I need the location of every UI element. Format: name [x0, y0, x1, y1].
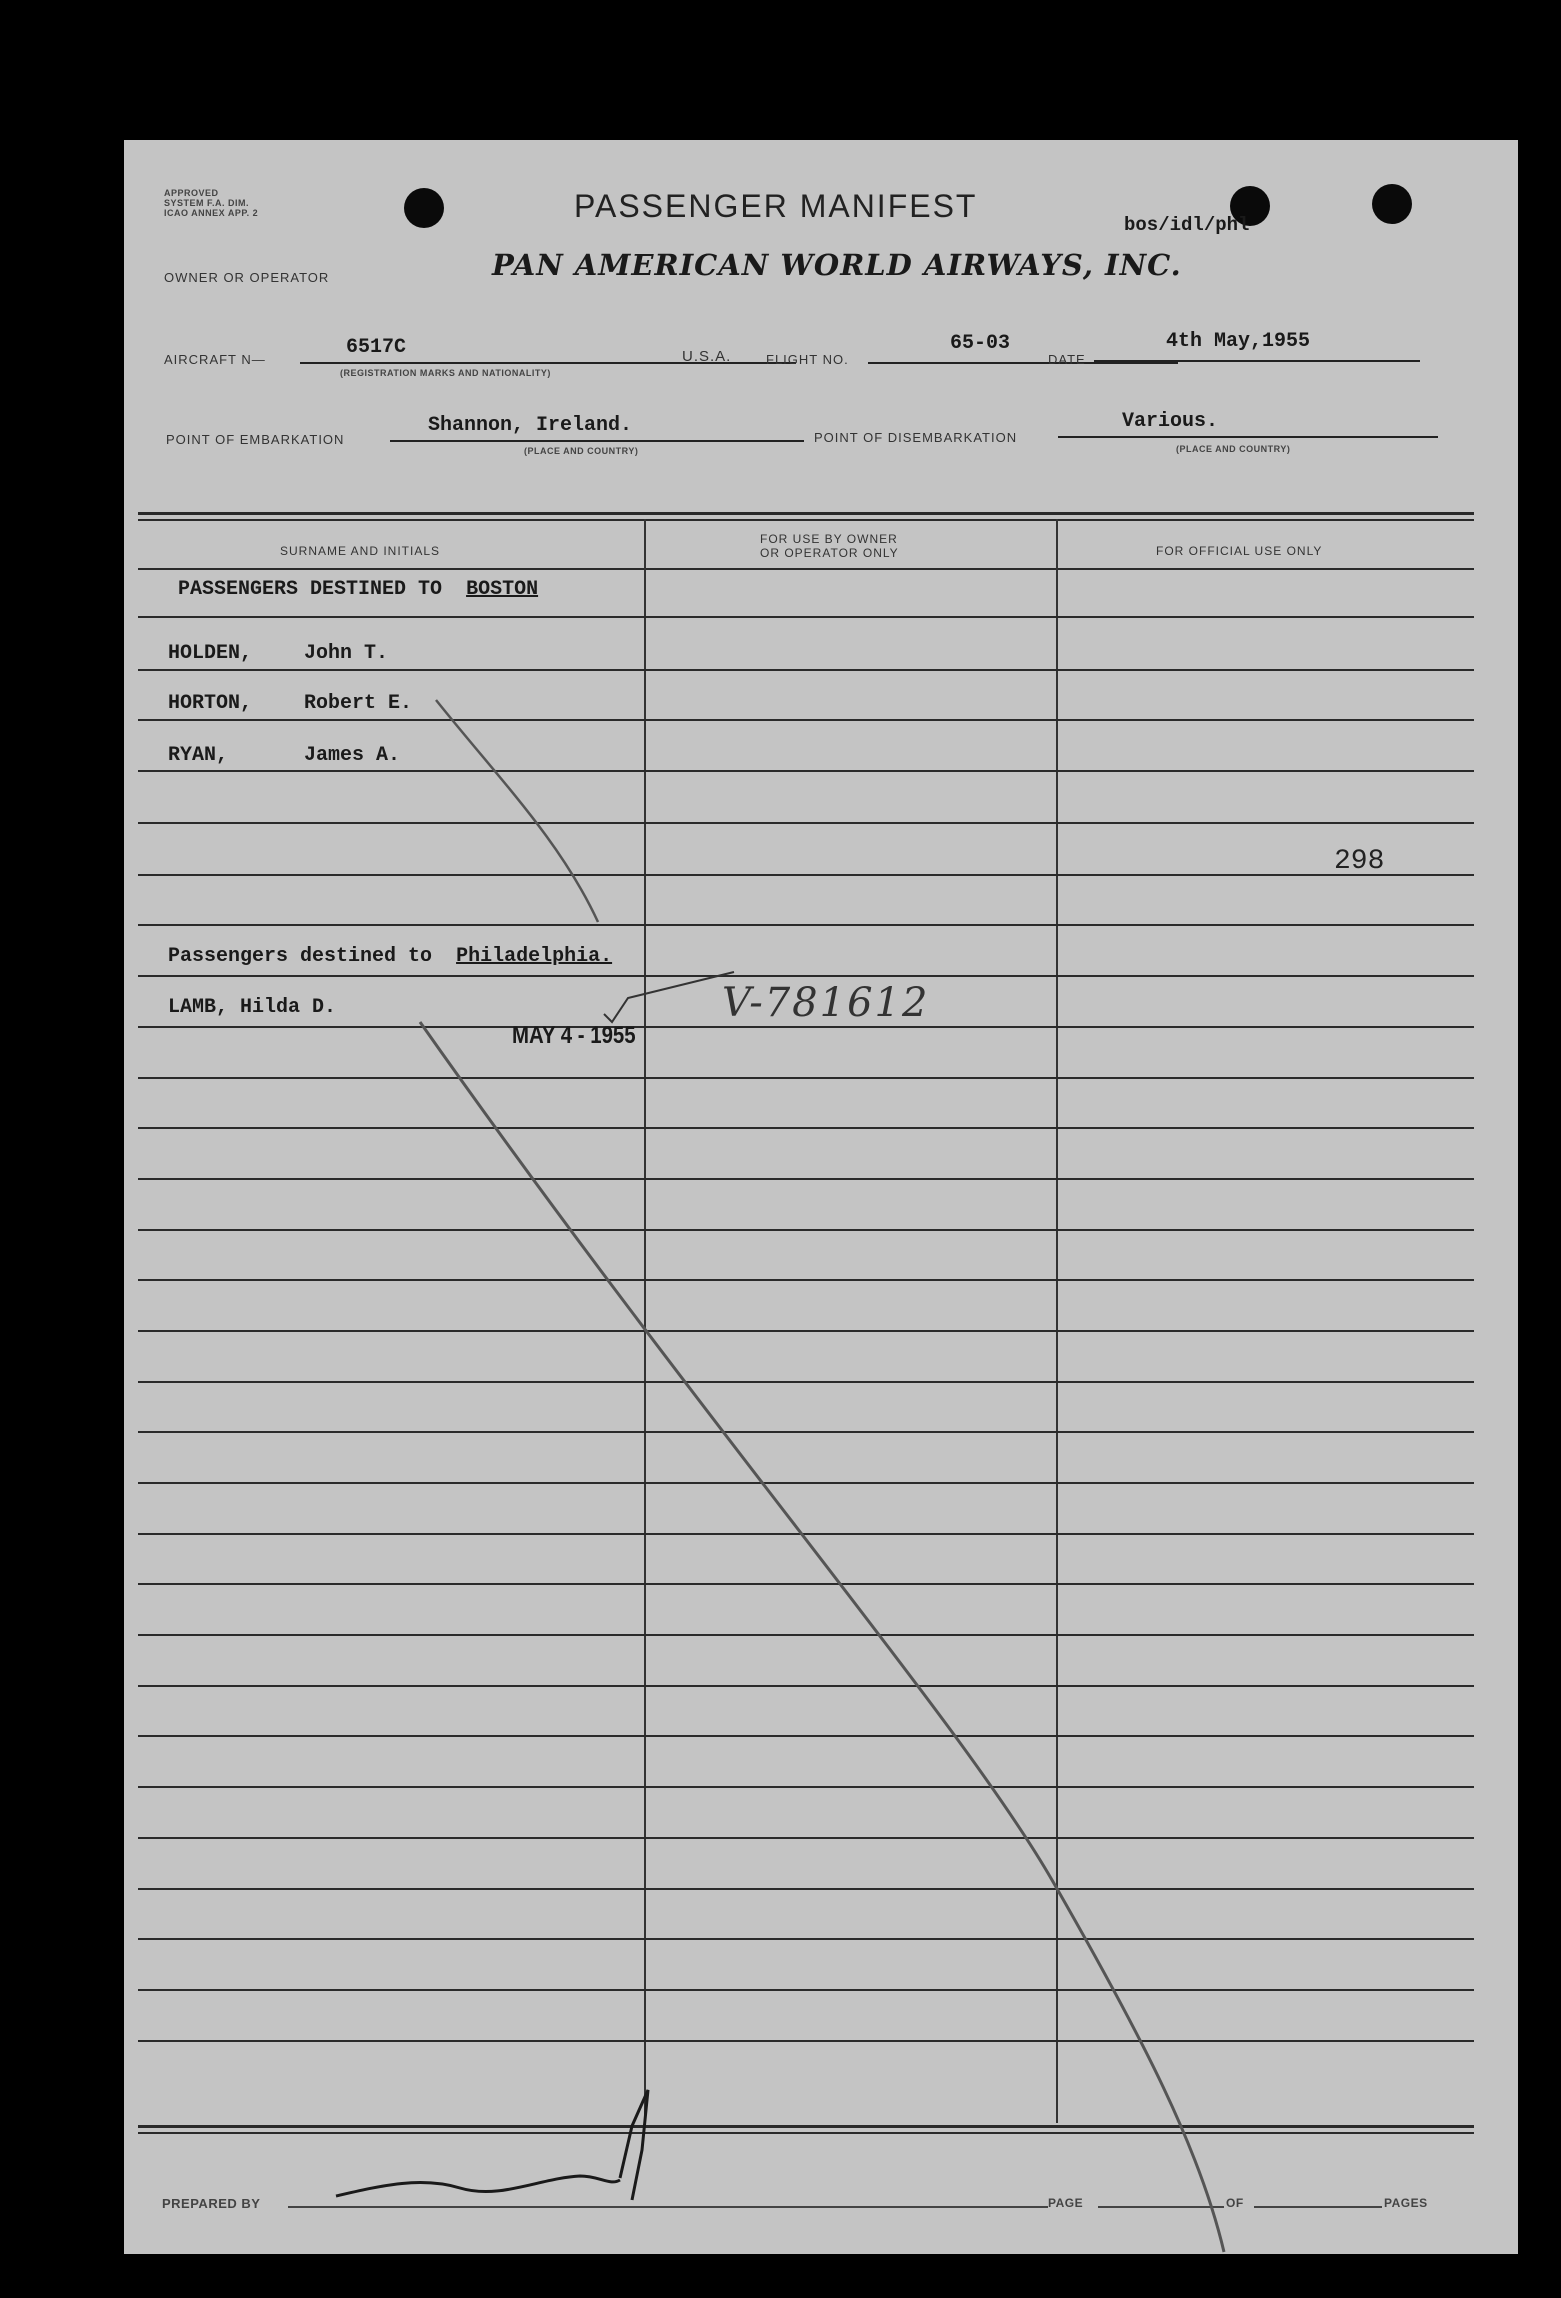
- usa-label: U.S.A.: [682, 348, 732, 365]
- passenger-surname: HOLDEN,: [168, 642, 253, 665]
- flight-number: 65-03: [950, 332, 1011, 355]
- flight-date: 4th May,1955: [1166, 330, 1311, 353]
- passenger-surname: RYAN,: [168, 744, 229, 767]
- passenger-given-name: James A.: [304, 744, 401, 767]
- official-count: 298: [1334, 846, 1385, 877]
- passenger-surname: HORTON,: [168, 692, 253, 715]
- page-label: PAGE: [1048, 2196, 1084, 2210]
- signature: [336, 2090, 648, 2200]
- passenger-given-name: Robert E.: [304, 692, 413, 715]
- passenger-given-name: John T.: [304, 642, 389, 665]
- owner-column-header: FOR USE BY OWNER: [760, 532, 898, 546]
- flight-label: FLIGHT NO.: [766, 352, 849, 367]
- philadelphia-heading: Passengers destined to Philadelphia.: [168, 945, 613, 968]
- embarkation-place: Shannon, Ireland.: [428, 414, 633, 437]
- aircraft-label: AIRCRAFT N—: [164, 352, 266, 367]
- registration-note: (REGISTRATION MARKS AND NATIONALITY): [340, 368, 551, 378]
- prepared-by-label: PREPARED BY: [162, 2196, 261, 2211]
- disembarkation-label: POINT OF DISEMBARKATION: [814, 430, 1018, 445]
- approval-line: ICAO ANNEX APP. 2: [164, 208, 259, 218]
- owner-column-header: OR OPERATOR ONLY: [760, 546, 899, 560]
- disembarkation-place: Various.: [1122, 410, 1219, 433]
- routing-code: bos/idl/phl: [1124, 214, 1250, 236]
- date-stamp: MAY 4 - 1955: [512, 1022, 636, 1049]
- surname-column-header: SURNAME AND INITIALS: [280, 544, 441, 558]
- boston-heading: PASSENGERS DESTINED TO BOSTON: [178, 578, 539, 601]
- official-column-header: FOR OFFICIAL USE ONLY: [1156, 544, 1323, 558]
- pages-label: PAGES: [1384, 2196, 1428, 2210]
- check-mark: [604, 972, 734, 1022]
- owner-label: OWNER OR OPERATOR: [164, 270, 330, 285]
- pencil-stroke: [436, 700, 598, 922]
- passenger-name: LAMB, Hilda D.: [168, 996, 337, 1019]
- airline-name: PAN AMERICAN WORLD AIRWAYS, INC.: [492, 248, 1182, 282]
- embarkation-label: POINT OF EMBARKATION: [166, 432, 345, 447]
- handwritten-reference: V-781612: [722, 980, 930, 1026]
- pencil-stroke: [420, 1022, 1224, 2252]
- place-note: (PLACE AND COUNTRY): [1176, 444, 1291, 454]
- aircraft-number: 6517C: [346, 336, 407, 359]
- form-title: PASSENGER MANIFEST: [574, 188, 978, 224]
- place-note: (PLACE AND COUNTRY): [524, 446, 639, 456]
- approval-line: SYSTEM F.A. DIM.: [164, 198, 250, 208]
- of-label: OF: [1226, 2196, 1244, 2210]
- approval-line: APPROVED: [164, 188, 219, 198]
- date-label: DATE: [1048, 352, 1086, 367]
